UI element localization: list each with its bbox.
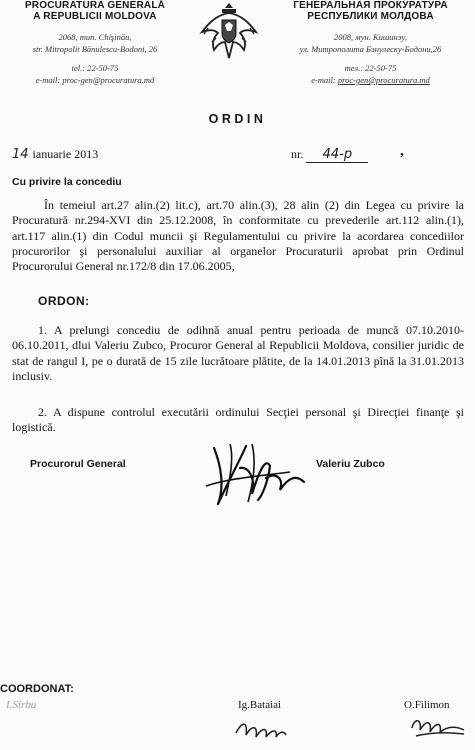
email-ru xyxy=(266,74,475,86)
institution-name-ro-line1: PROCURATURA GENERALĂ xyxy=(24,0,166,11)
coordinator-signature-3-icon xyxy=(408,712,468,742)
email-ru-value: proc-gen@procuratura.md xyxy=(337,75,430,85)
coordinator-name-1: I.Sîrbu xyxy=(6,699,37,711)
address-ro-line2: str. Mitropolit Bănulescu-Bodoni, 26 xyxy=(32,44,158,54)
handwritten-signature-icon xyxy=(200,438,310,510)
institution-name-ru-line1: ГЕНЕРАЛЬНАЯ ПРОКУРАТУРА xyxy=(293,0,448,11)
coordinator-name-2: Ig.Bataiai xyxy=(238,699,282,711)
moldova-coat-of-arms-icon xyxy=(198,0,260,62)
order-point-1: 1. A prelungi concediu de odihnă anual pentru perioada de muncă 07.10.2010-06.10.2011, dlui Valeriu Zubco, Procuror General al Republicii Moldova, consilier juridic de stat de rangul I, pe o durată de 15 zile lucrătoare plătite, de la 14.01.2013 pînă la 31.01.2013 inclusiv. xyxy=(12,323,464,383)
order-point-2: 2. A dispune controlul executării ordinului Secţiei personal şi Direcţiei finanţe şi logistică. xyxy=(12,405,464,435)
address-ru-line1: 2008, мун. Кишинэу, xyxy=(334,32,407,42)
coordinator-name-3: O.Filimon xyxy=(404,699,450,711)
document-title: ORDIN xyxy=(208,112,267,126)
signer-title: Procurorul General xyxy=(30,458,126,470)
header-right xyxy=(266,0,475,86)
document-subject: Cu privire la concediu xyxy=(12,176,122,188)
document-number xyxy=(291,147,368,163)
document-date xyxy=(12,147,98,162)
date-text: ianuarie 2013 xyxy=(32,147,99,161)
institution-name-ro-line2: A REPUBLICII MOLDOVA xyxy=(33,11,157,22)
institution-name-ru-line2: РЕСПУБЛИКИ МОЛДОВА xyxy=(307,11,434,22)
number-label: nr. xyxy=(291,147,304,161)
address-ro-line1: 2068, mun. Chişinău, xyxy=(58,32,132,42)
signer-name: Valeriu Zubco xyxy=(316,458,385,470)
phone-ru: тел.: 22-50-75 xyxy=(344,63,397,73)
email-ro: e-mail: proc-gen@procuratura.md xyxy=(35,75,155,85)
ordon-heading: ORDON: xyxy=(38,294,90,308)
phone-ro: tel.: 22-50-75 xyxy=(71,63,119,73)
coordinator-signature-2-icon xyxy=(232,713,290,743)
header-left xyxy=(0,0,190,86)
number-comma: , xyxy=(400,143,404,159)
address-ru-line2: ул. Митрополита Бэнулеску-Бодони,26 xyxy=(299,44,442,54)
number-value: 44-p xyxy=(306,147,368,163)
email-ru-label: e-mail: xyxy=(311,75,336,85)
date-day: 14 xyxy=(12,147,29,162)
preamble-paragraph: În temeiul art.27 alin.(2) lit.c), art.70 alin.(3), 28 alin (2) din Legea cu privire la Procuratură nr.294-XVI din 25.12.2008, în conformitate cu prevederile art.112 alin.(1), art.117 alin.(1) din Codul muncii şi Regulamentului cu privire la acordarea concediilor procurorilor şi personalului auxiliar al organelor Procuraturii aprobat prin Ordinul Procurorului General nr.172/8 din 17.06.2005, xyxy=(12,198,464,274)
coordination-label: COORDONAT: xyxy=(0,683,74,695)
